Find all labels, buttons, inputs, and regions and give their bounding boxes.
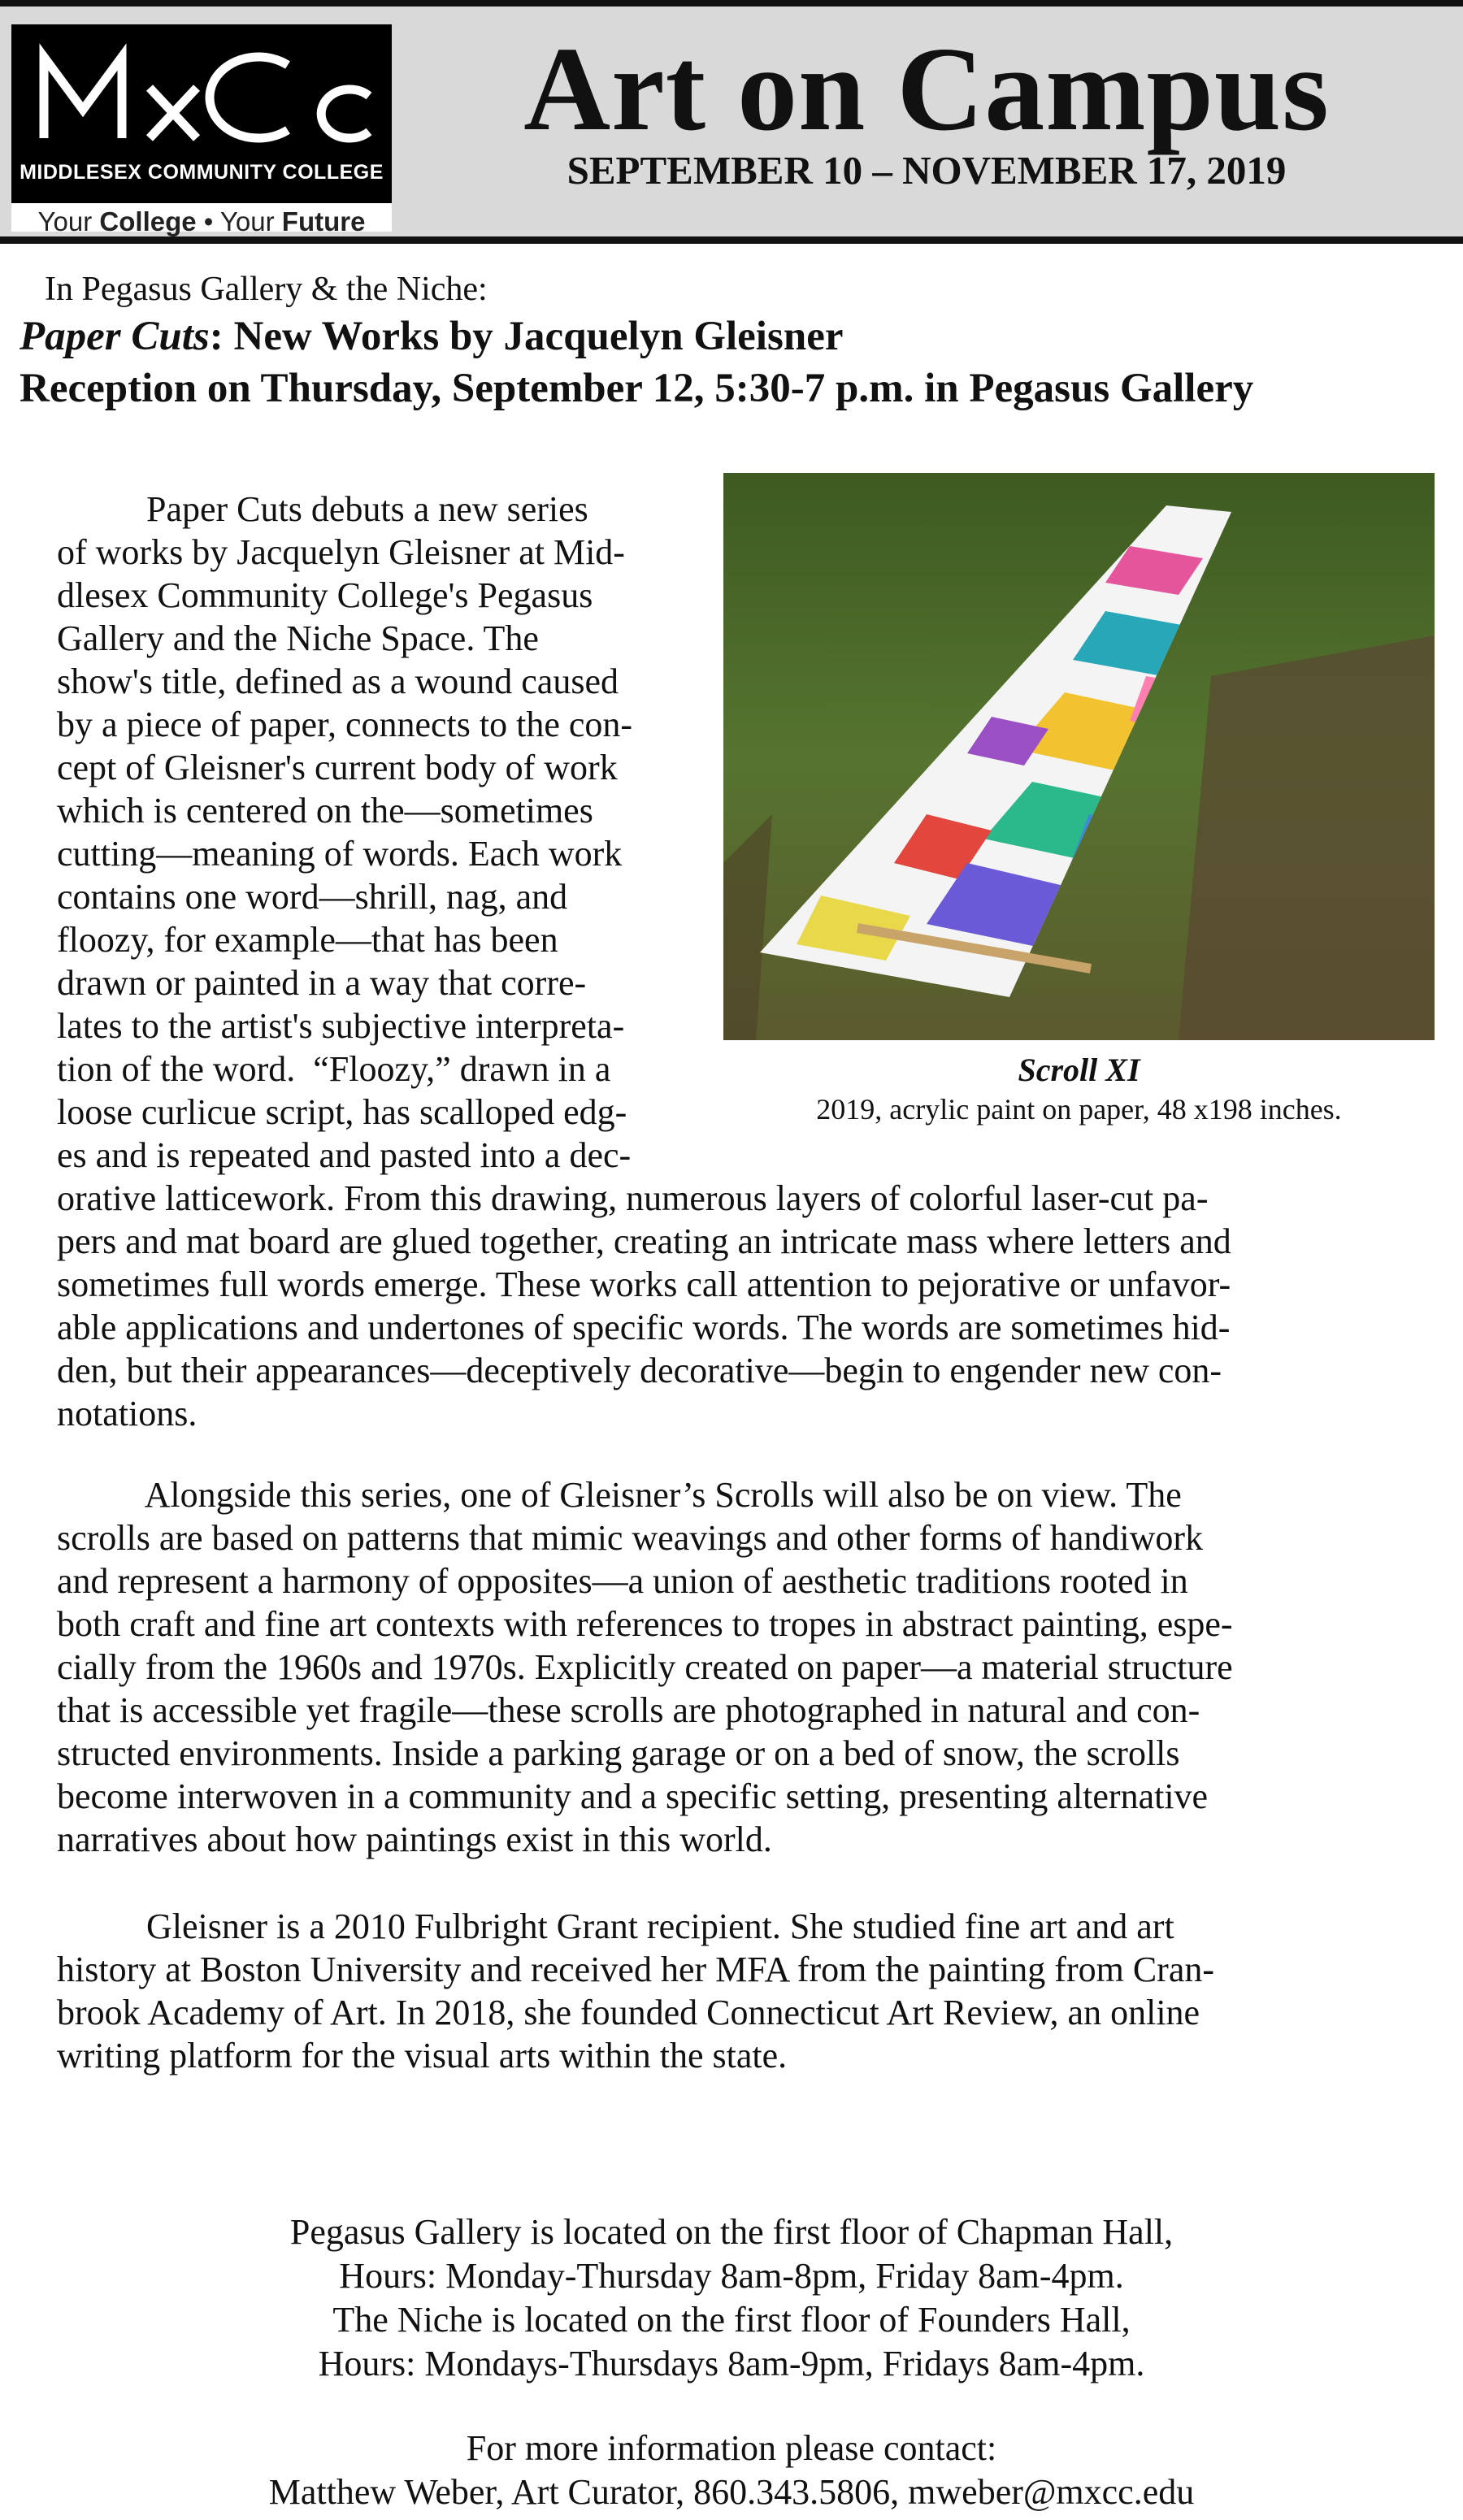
paragraph-line: cept of Gleisner's current body of work (57, 748, 618, 787)
hours-line: Pegasus Gallery is located on the first floor of Chapman Hall, (289, 2212, 1174, 2252)
exhibition-headline (20, 310, 1450, 414)
tagline-your-1: Your (37, 206, 93, 236)
hours-line: The Niche is located on the first floor of Founders Hall, (332, 2300, 1131, 2340)
header-banner (0, 0, 1463, 244)
paragraph-line: show's title, defined as a wound caused (57, 661, 619, 701)
paragraph-line: brook Academy of Art. In 2018, she founded Connecticut Art Review, an online (57, 1993, 1200, 2032)
paragraph-line: contains one word—shrill, nag, and (57, 877, 568, 917)
paragraph-3 (57, 1905, 1422, 2077)
exhibition-title (20, 310, 1450, 362)
hours-line: Hours: Monday-Thursday 8am-8pm, Friday 8am-4pm. (339, 2256, 1124, 2296)
paragraph-line: tion of the word. “Floozy,” drawn in a (57, 1049, 611, 1089)
paragraph-line: structed environments. Inside a parking garage or on a bed of snow, the scrolls (57, 1733, 1180, 1773)
paragraph-line: writing platform for the visual arts within the state. (57, 2036, 788, 2075)
gallery-hours (0, 2210, 1463, 2386)
paragraph-line: notations. (57, 1394, 198, 1433)
paragraph-line: loose curlicue script, has scalloped edg- (57, 1092, 627, 1132)
paragraph-line: become interwoven in a community and a specific setting, presenting alternative (57, 1776, 1209, 1816)
paragraph-line: able applications and undertones of specific words. The words are sometimes hid- (57, 1308, 1231, 1347)
tagline-your-2: Your (219, 206, 275, 236)
contact-label: For more information please contact: (466, 2428, 997, 2468)
paragraph-line: floozy, for example—that has been (57, 920, 558, 960)
paragraph-line: orative latticework. From this drawing, numerous layers of colorful laser-cut pa- (57, 1178, 1209, 1218)
logo-tagline (11, 202, 392, 242)
paragraph-line: that is accessible yet fragile—these scrolls are photographed in natural and con- (57, 1690, 1200, 1730)
paragraph-line: es and is repeated and pasted into a dec- (57, 1135, 632, 1175)
hours-line: Hours: Mondays-Thursdays 8am-9pm, Fridays 8am-4pm. (318, 2344, 1145, 2383)
paragraph-line: Alongside this series, one of Gleisner’s Scrolls will also be on view. The (57, 1475, 1182, 1515)
paragraph-line: drawn or painted in a way that corre- (57, 963, 587, 1003)
artwork-caption-title: Scroll XI (1018, 1052, 1140, 1088)
paragraph-line: lates to the artist's subjective interpreta- (57, 1006, 625, 1046)
paragraph-line: Paper Cuts debuts a new series (57, 489, 588, 529)
page-title: Art on Campus (523, 23, 1330, 156)
paragraph-line: history at Boston University and received her MFA from the painting from Cran- (57, 1950, 1215, 1989)
exhibition-title-rest: : New Works by Jacquelyn Gleisner (209, 314, 844, 359)
tagline-future: Future (281, 206, 366, 236)
logo-mark (11, 24, 392, 203)
paragraph-1 (57, 488, 1422, 1435)
paragraph-line: dlesex Community College's Pegasus (57, 575, 593, 615)
paragraph-line: sometimes full words emerge. These works call attention to pejorative or unfavor- (57, 1264, 1231, 1304)
paragraph-line: narratives about how paintings exist in this world. (57, 1820, 772, 1859)
exhibition-dates: SEPTEMBER 10 – NOVEMBER 17, 2019 (567, 148, 1287, 193)
paragraph-line: by a piece of paper, connects to the con- (57, 705, 633, 744)
paragraph-line: cially from the 1960s and 1970s. Explicitly created on paper—a material structure (57, 1647, 1233, 1687)
reception-info: Reception on Thursday, September 12, 5:30-7 p.m. in Pegasus Gallery (20, 366, 1254, 411)
mxcc-wordmark-graphic (11, 24, 392, 158)
college-logo (11, 24, 392, 236)
contact-details: Matthew Weber, Art Curator, 860.343.5806, mweber@mxcc.edu (268, 2472, 1195, 2512)
paragraph-line: cutting—meaning of words. Each work (57, 834, 623, 874)
paragraph-line: both craft and fine art contexts with references to tropes in abstract painting, espe- (57, 1604, 1233, 1644)
paragraph-line: den, but their appearances—deceptively decorative—begin to engender new con- (57, 1351, 1222, 1390)
paragraph-line: Gallery and the Niche Space. The (57, 618, 539, 658)
gallery-intro: In Pegasus Gallery & the Niche: (45, 271, 488, 308)
tagline-college: College (99, 206, 197, 236)
paragraph-2 (57, 1473, 1422, 1861)
paragraph-line: which is centered on the—sometimes (57, 791, 593, 831)
logo-college-name: MIDDLESEX COMMUNITY COLLEGE (20, 161, 384, 184)
exhibition-title-italic: Paper Cuts (20, 314, 210, 359)
paragraph-line: of works by Jacquelyn Gleisner at Mid- (57, 532, 625, 572)
paragraph-line: pers and mat board are glued together, creating an intricate mass where letters and (57, 1221, 1231, 1261)
paragraph-line: scrolls are based on patterns that mimic weavings and other forms of handiwork (57, 1518, 1204, 1558)
tagline-separator: • (203, 206, 214, 236)
artwork-caption-meta: 2019, acrylic paint on paper, 48 x198 inches. (816, 1093, 1342, 1126)
paragraph-line: Gleisner is a 2010 Fulbright Grant recipient. She studied fine art and art (57, 1906, 1174, 1946)
paragraph-line: and represent a harmony of opposites—a union of aesthetic traditions rooted in (57, 1561, 1188, 1601)
